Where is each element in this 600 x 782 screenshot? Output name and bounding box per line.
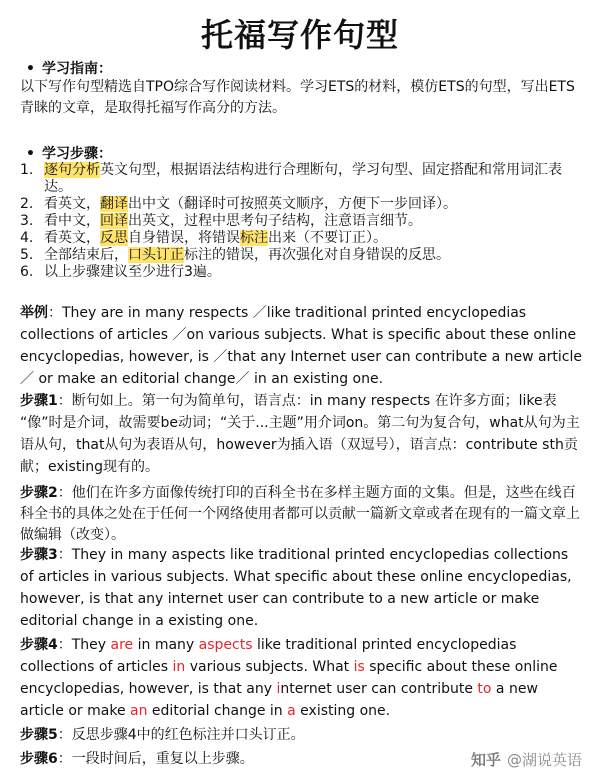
step-highlight: 标注: [240, 230, 268, 246]
example-text: ：They are in many respects ／like traditional printed encyclopedias collections of articles ／on various subjects. What is specific about these online encyclopedias, however, is ／that any Internet user can contribute a new article ／ or make an editorial change／ in an existing one.: [20, 305, 582, 387]
step-item: [20, 230, 586, 247]
step-item: [20, 247, 586, 264]
step-item: [20, 264, 586, 281]
step4-label: 步骤4: [20, 637, 58, 653]
example-block: [20, 302, 586, 390]
step-number: 5.: [20, 247, 34, 263]
step5-block: [20, 724, 586, 746]
steps-heading-text: 学习步骤：: [42, 146, 112, 162]
step-item: [20, 162, 586, 196]
step-text: 英文句型，根据语法结构进行合理断句，学习句型、固定搭配和常用词汇表达。: [44, 162, 562, 195]
step4-segment: various subjects. What: [185, 659, 354, 675]
step-highlight: 口头订正: [128, 247, 184, 263]
step-text: 出中文（翻译时可按照英文顺序，方便下一步回译）。: [128, 196, 457, 212]
page-title: 托福写作句型: [200, 16, 399, 54]
guide-text: 以下写作句型精选自TPO综合写作阅读材料。学习ETS的材料，模仿ETS的句型，写出ETS青睐的文章，是取得托福写作高分的方法。: [20, 79, 575, 116]
step-text: 出英文，过程中思考句子结构，注意语言细节。: [128, 213, 422, 229]
correction-mark: in: [172, 659, 186, 675]
step-highlight: 反思: [100, 230, 128, 246]
step4-segment: existing one.: [295, 703, 391, 719]
step-text: 看中文，: [44, 213, 100, 229]
step3-label: 步骤3: [20, 547, 58, 563]
step4-segment: specific about these online encyclopedias, however, is that any: [20, 659, 558, 697]
step-text: 看英文，: [44, 196, 100, 212]
step4-segment: nternet user can contribute: [280, 681, 478, 697]
step4-segment: in many: [133, 637, 199, 653]
step-text: 出来（不要订正）。: [268, 230, 387, 246]
step3-block: [20, 544, 586, 632]
step1-label: 步骤1: [20, 393, 58, 409]
correction-mark: a: [287, 703, 296, 719]
step3-text: ：They in many aspects like traditional printed encyclopedias collections of articles in various subjects. What specific about these online encyclopedias, however, is that any internet user can contribute to a new article or make editorial change in a existing one.: [20, 547, 572, 629]
step4-segment: editorial change in: [147, 703, 288, 719]
step-text: 看英文，: [44, 230, 100, 246]
correction-mark: aspects: [198, 637, 253, 653]
step-number: 1.: [20, 162, 34, 178]
step-number: 4.: [20, 230, 34, 246]
example-label: 举例: [20, 305, 48, 321]
watermark-author: @湖说英语: [506, 751, 582, 769]
step2-text: ：他们在许多方面像传统打印的百科全书在多样主题方面的文集。但是，这些在线百科全书的具体之处在于任何一个网络使用者都可以贡献一篇新文章或者在现有的一篇文章上做编辑（改变）。: [20, 485, 580, 543]
step4-segment: a new article or make: [20, 681, 538, 719]
step-number: 2.: [20, 196, 34, 212]
step4-segment: ：They: [57, 637, 111, 653]
step5-label: 步骤5: [20, 727, 58, 743]
step-text: 标注的错误，再次强化对自身错误的反思。: [184, 247, 450, 263]
step4-segment: like traditional printed encyclopedias collections of articles: [20, 637, 517, 675]
step-item: [20, 196, 586, 213]
step-number: 6.: [20, 264, 34, 280]
steps-list: [20, 162, 586, 281]
step5-text: ：反思步骤4中的红色标注并口头订正。: [57, 727, 305, 743]
guide-heading-text: 学习指南：: [42, 61, 112, 77]
step-text: 全部结束后，: [44, 247, 128, 263]
bullet-icon: •: [26, 61, 35, 77]
guide-heading: [26, 58, 112, 78]
correction-mark: i: [276, 681, 281, 697]
steps-heading: [26, 143, 112, 163]
step-highlight: 翻译: [100, 196, 128, 212]
correction-mark: is: [353, 659, 365, 675]
step2-block: [20, 483, 586, 546]
correction-mark: an: [130, 703, 148, 719]
step6-label: 步骤6: [20, 751, 58, 767]
bullet-icon: •: [26, 146, 35, 162]
step4-text: [20, 637, 558, 719]
step4-block: [20, 634, 586, 722]
step-number: 3.: [20, 213, 34, 229]
step1-block: [20, 390, 586, 478]
correction-mark: to: [477, 681, 492, 697]
correction-mark: are: [110, 637, 134, 653]
step-text: 以上步骤建议至少进行3遍。: [44, 264, 221, 280]
step6-text: ：一段时间后，重复以上步骤。: [57, 751, 254, 767]
step-highlight: 回译: [100, 213, 128, 229]
step-highlight: 逐句分析: [44, 162, 100, 178]
step-item: [20, 213, 586, 230]
step-text: 自身错误，将错误: [128, 230, 240, 246]
watermark: [471, 749, 582, 770]
step2-label: 步骤2: [20, 485, 58, 501]
step1-text: ：断句如上。第一句为简单句，语言点：in many respects 在许多方面；like表 “像”时是介词，故需要be动词；“关于...主题”用介词on。第二句为复合句，what从句为主语从句，that从句为表语从句，however为插入语（双逗号），语言点：contribute sth贡献；existing现有的。: [20, 393, 580, 475]
watermark-brand: 知乎: [470, 751, 501, 769]
